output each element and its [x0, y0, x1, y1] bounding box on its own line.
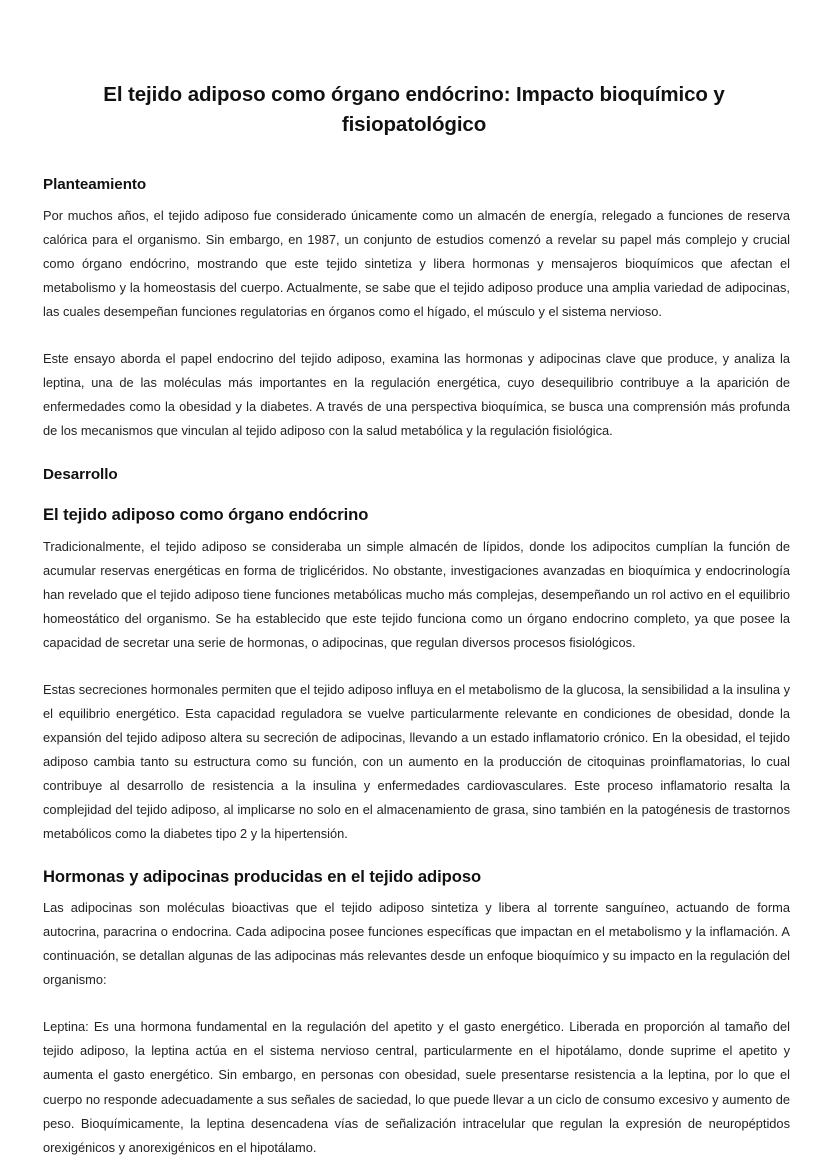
paragraph-planteamiento-1: Por muchos años, el tejido adiposo fue considerado únicamente como un almacén de energía, relegado a funciones de reserva calórica para el organismo. Sin embargo, en 1987, un conjunto de estudios comenzó a revelar su papel más complejo y crucial como órgano endócrino, mostrando que este tejido sintetiza y libera hormonas y mensajeros bioquímicos que afectan el metabolismo y la homeostasis del cuerpo. Actualmente, se sabe que el tejido adiposo produce una amplia variedad de adipocinas, las cuales desempeñan funciones regulatorias en órganos como el hígado, el músculo y el sistema nervioso.: [43, 208, 790, 320]
paragraph-gap: [38, 1008, 790, 1015]
paragraph-leptina-1: Leptina: Es una hormona fundamental en la regulación del apetito y el gasto energético. Liberada en proporción al tamaño del tejido adiposo, la leptina actúa en el sistema nervioso central, particularmente en el hipotálamo, donde suprime el apetito y aumenta el gasto energético. Sin embargo, en personas con obesidad, suele presentarse resistencia a la leptina, por lo que el cuerpo no responde adecuadamente a sus señales de saciedad, lo que puede llevar a un ciclo de consumo excesivo y aumento de peso. Bioquímicamente, la leptina desencadena vías de señalización intracelular que regulan la expresión de neuropéptidos orexigénicos y anorexigénicos en el hipotálamo.: [43, 1019, 790, 1155]
section-heading-planteamiento: Planteamiento: [43, 176, 147, 194]
paragraph-tejido-2: Estas secreciones hormonales permiten que el tejido adiposo influya en el metabolismo de la glucosa, la sensibilidad a la insulina y el equilibrio energético. Esta capacidad reguladora se vuelve particularmente relevante en condiciones de obesidad, donde la expansión del tejido adiposo altera su secreción de adipocinas, llevando a un estado inflamatorio crónico. En la obesidad, el tejido adiposo cambia tanto su estructura como su función, con un aumento en la producción de citoquinas proinflamatorias, lo cual contribuye al desarrollo de resistencia a la insulina y enfermedades cardiovasculares. Este proceso inflamatorio resalta la complejidad del tejido adiposo, al implicarse no solo en el almacenamiento de grasa, sino también en la patogénesis de trastornos metabólicos como la diabetes tipo 2 y la hipertensión.: [43, 681, 790, 841]
sub-heading-tejido-adiposo-organo-endocrino: El tejido adiposo como órgano endócrino: [43, 505, 369, 525]
paragraph-tejido-1: Tradicionalmente, el tejido adiposo se consideraba un simple almacén de lípidos, donde los adipocitos cumplían la función de acumular reservas energéticas en forma de triglicéridos. No obstante, investigaciones avanzadas en bioquímica y endocrinología han revelado que el tejido adiposo tiene funciones metabólicas mucho más complejas, desempeñando un rol activo en el equilibrio homeostático del organismo. Se ha establecido que este tejido funciona como un órgano endocrino completo, ya que posee la capacidad de secretar una serie de hormonas, o adipocinas, que regulan diversos procesos fisiológicos.: [43, 538, 790, 650]
page-title: El tejido adiposo como órgano endócrino: Impacto bioquímico y fisiopatológico: [103, 83, 725, 136]
title-bottom-spacer: [38, 139, 790, 175]
section-heading-desarrollo: Desarrollo: [43, 466, 118, 484]
paragraph-planteamiento-2: Este ensayo aborda el papel endocrino del tejido adiposo, examina las hormonas y adipocinas clave que produce, y analiza la leptina, una de las moléculas más importantes en la regulación energética, cuyo desequilibrio contribuye a la aparición de enfermedades como la obesidad y la diabetes. A través de una perspectiva bioquímica, se busca una comprensión más profunda de los mecanismos que vinculan al tejido adiposo con la salud metabólica y la regulación fisiológica.: [43, 351, 790, 439]
paragraph-gap: [38, 340, 790, 347]
paragraph-gap: [38, 671, 790, 678]
paragraph-hormonas-1: Las adipocinas son moléculas bioactivas que el tejido adiposo sintetiza y libera al torrente sanguíneo, actuando de forma autocrina, paracrina o endocrina. Cada adipocina posee funciones específicas que impactan en el metabolismo y la inflamación. A continuación, se detallan algunas de las adipocinas más relevantes desde un enfoque bioquímico y su impacto en la regulación del organismo:: [43, 900, 790, 988]
top-margin-spacer: [38, 0, 790, 80]
subheading-gap: [38, 494, 790, 504]
sub-heading-hormonas-adipocinas: Hormonas y adipocinas producidas en el tejido adiposo: [43, 866, 482, 886]
